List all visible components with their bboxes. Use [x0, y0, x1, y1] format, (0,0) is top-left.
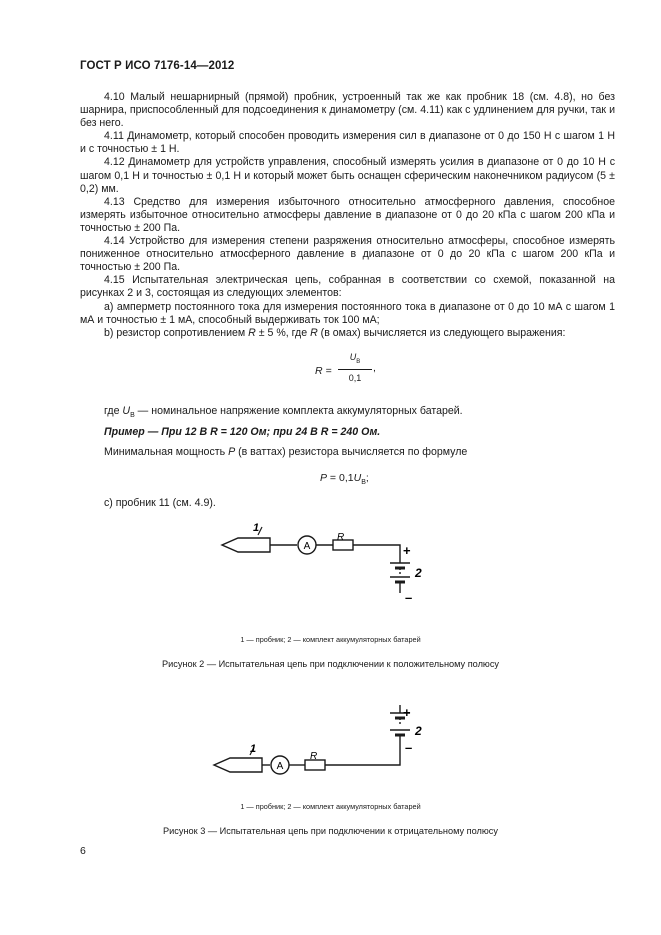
- probe-shape: [214, 758, 262, 772]
- figure-3-legend: 1 — пробник; 2 — комплект аккумуляторных батарей: [240, 802, 421, 811]
- paragraph-4-11: 4.11 Динамометр, который способен проводить измерения сил в диапазоне от 0 до 150 Н с шагом 1 Н и с точностью ± 1 Н.: [80, 130, 615, 156]
- figure-2-legend: 1 — пробник; 2 — комплект аккумуляторных батарей: [240, 635, 421, 644]
- ammeter-label: A: [276, 761, 284, 772]
- plus-sign: +: [403, 543, 411, 558]
- figure-2-circuit: [0, 515, 661, 615]
- page-number: 6: [80, 845, 86, 857]
- resistor-label: R: [337, 532, 345, 543]
- minus-sign: –: [405, 590, 413, 605]
- item-a: a) амперметр постоянного тока для измерения постоянного тока в диапазоне от 0 до 10 мА с шагом 1 мА и точностью ± 1 мА, способный выдерживать ток 100 мА;: [80, 300, 615, 326]
- formula-tail: ,: [373, 362, 376, 374]
- ammeter-label: A: [303, 541, 311, 552]
- figure-2-caption: Рисунок 2 — Испытательная цепь при подключении к положительному полюсу: [161, 659, 500, 669]
- resistor-label: R: [310, 751, 318, 762]
- power-text: Минимальная мощность P (в ваттах) резистора вычисляется по формуле: [104, 446, 468, 458]
- item-b: b) резистор сопротивлением R ± 5 %, где R (в омах) вычисляется из следующего выражения:: [104, 326, 566, 339]
- formula-power: $P = 0,1U_B$;: [320, 472, 369, 487]
- example-note: Пример — При 12 В R = 120 Ом; при 24 В R = 240 Ом.: [104, 426, 381, 438]
- label-battery: 2: [415, 724, 422, 738]
- fraction-bar: [338, 369, 372, 370]
- where-note: где $U_B$ — номинальное напряжение комплекта аккумуляторных батарей.: [104, 405, 463, 420]
- minus-sign: –: [405, 740, 413, 755]
- paragraph-4-12: 4.12 Динамометр для устройств управления, способный измерять усилия в диапазоне от 0 до 10 Н с шагом 0,1 Н и точностью ± 0,1 Н и который может быть оснащен сферическим наконечником радиусом (5 ± 0,2) мм.: [80, 156, 615, 195]
- label-probe: 1: [250, 743, 257, 755]
- document-header: ГОСТ Р ИСО 7176-14—2012: [80, 60, 235, 72]
- label-battery: 2: [415, 566, 422, 580]
- plus-sign: +: [403, 705, 411, 720]
- figure-3-caption: Рисунок 3 — Испытательная цепь при подключении к отрицательному полюсу: [163, 826, 498, 836]
- formula-numerator: $U_B$: [349, 352, 361, 365]
- paragraph-4-14: 4.14 Устройство для измерения степени разряжения относительно атмосферы, способное измерять пониженное относительно атмосферного давление в диапазоне от 0 до 20 кПа с шагом 200 кПа и точностью ± 200 Па.: [80, 235, 615, 274]
- label-probe: 1: [253, 522, 260, 534]
- formula-denominator: 0,1: [348, 373, 362, 383]
- paragraph-4-10: 4.10 Малый нешарнирный (прямой) пробник, устроенный так же как пробник 18 (см. 4.8), но без шарнира, приспособленный для подсоединения к динамометру (см. 4.11) как с удлинением для ручки, так и без него.: [80, 91, 615, 130]
- formula-resistance: [315, 365, 332, 377]
- probe-shape: [222, 538, 270, 552]
- figure-3-circuit: [0, 695, 661, 785]
- paragraph-4-15: 4.15 Испытательная электрическая цепь, собранная в соответствии со схемой, показанной на рисунках 2 и 3, состоящая из следующих элементов:: [80, 274, 615, 300]
- item-c: c) пробник 11 (см. 4.9).: [104, 497, 216, 509]
- formula-lhs: R =: [315, 365, 332, 377]
- paragraph-4-13: 4.13 Средство для измерения избыточного относительно атмосферного давления, способное измерять избыточное относительно атмосферы давление в диапазоне от 0 до 20 кПа с шагом 200 кПа и точностью ± 200 Па.: [80, 195, 615, 234]
- body-text: [80, 91, 615, 340]
